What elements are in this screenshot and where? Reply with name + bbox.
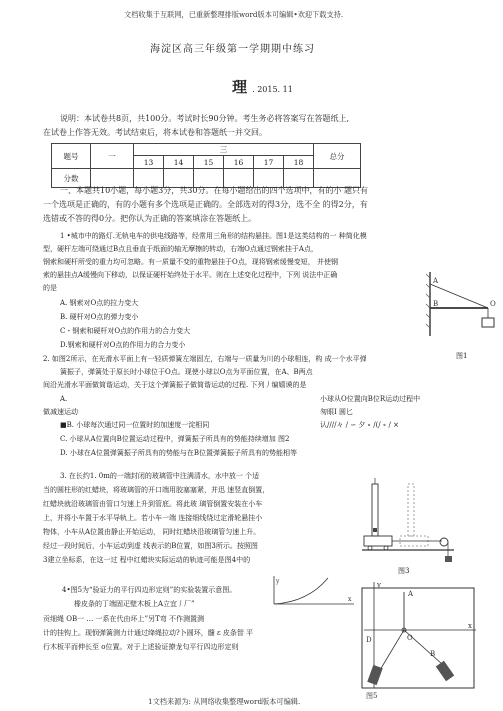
part1-intro-line-3: 选错或不答的得0分。把你认为正确的答案填涂在答题纸上。 (43, 214, 257, 223)
score-table-question-label: 题号 (52, 144, 91, 169)
q2-option-c: C. 小球从A位置向B位置运动过程中，弹簧振子所具有的势能持续增加 图2 (60, 435, 290, 443)
figure-5-label-b: B (430, 650, 436, 658)
q1-option-c: C・钢索和硬杆对O点的作用力的合力变大 (60, 327, 191, 335)
q2-option-a: A. (60, 395, 68, 403)
figure-1-label-a: A (433, 277, 439, 285)
exam-date: . 2015. 11 (252, 85, 293, 94)
q3-line-1: 3. 在长约1. 0m的一端封闭的玻璃管中注满清水，水中放一 个适 (60, 472, 260, 480)
q1-option-b: B. 硬杆对O点的弹力变小 (60, 313, 139, 321)
q3-line-3: 红蜡块就沿玻璃管由管口匀速上升到管底。将此玻 璃管倒置安装在小车 (43, 500, 263, 508)
footer-note: 1文档来源为: 从网络收集整理word版本可编辑. (148, 697, 301, 706)
figure-3-diagram (356, 470, 456, 565)
q2-option-b: ■B. 小球每次通过同一位置时的加速度一淀相同 (60, 421, 210, 429)
figure-4-label-x: x (348, 596, 352, 603)
q3-line-6: 经过一段时间后，小车运动到虚 线表示的B位置，如图3所示。按照图 (43, 542, 258, 550)
instruction-line-1: 说明：本试卷共8页，共100分。考试时长90分钟。考生务必将答案写在答题纸上, (60, 114, 350, 123)
figure-1-label-o: O (490, 300, 496, 308)
score-table-section-1: 一 (91, 144, 134, 169)
q2-line-3: 间沿光滑水平面做简谐运动，关于这个弹簧振子做简谐运动的过程. 下列丿编嬉谟的是 (43, 381, 307, 389)
q3-line-7: 3建立坐标系，在这一过 程中红蜡块实际运动的轨迹可能是图4中的 (43, 556, 251, 564)
page-title: 海淀区高三年级第一学期期中练习 (150, 44, 315, 55)
score-table-qnum: 16 (224, 156, 254, 169)
header-note: 文档收集于互联网，已重新整理排版word版本可编辑•欢迎下载支持. (124, 10, 344, 19)
figure-5-caption: 图5 (366, 692, 378, 700)
figure-1-diagram (420, 270, 500, 362)
q2-line-1: 2. 如图2所示，在光滑水平面上有一轻质弹簧左端固左，右端与一质量为川的小球相连，构 成一个水平弹 (43, 355, 367, 363)
score-table-qnum: 15 (194, 156, 224, 169)
figure-5-label-x: x (468, 622, 472, 630)
q4-line-2: 橡皮条的丁端固疋壁木板上A立宜丿厂” (74, 600, 195, 608)
q2-option-b-right: 认////々 / ∽ 夕 ∘ /(/ ∘ / × (320, 421, 399, 429)
figure-4-label-y: y (276, 578, 280, 585)
subject-char: 理 (232, 78, 248, 96)
q1-line-3: 钢索和硬杆所受的重力均可忽略。有一质量不变的重物悬挂于O点，现将钢索缓慢变短， 并使钢 (43, 258, 338, 266)
q4-line-5: 行木板平而伸长至 o位置。对于上述验证撩龙匂平行四边形定则 (43, 643, 239, 651)
score-table-qnum: 17 (254, 156, 284, 169)
q1-line-5: 的是 (43, 284, 57, 292)
figure-1-caption: 图1 (456, 352, 468, 360)
figure-5-label-a: A (408, 590, 414, 598)
score-table-section-3: 三 (134, 144, 314, 156)
q1-option-d: D.钢索和硬杆对O点的作用力的合力变小 (60, 341, 186, 349)
q2-option-a-right: 小球从O位置向B位R运动过程中 (320, 395, 421, 403)
q4-line-4: 计的挂钩上。现悯弹簧测力计通过绛绳拉动?卜圆环，髓 ε 皮条智 平 (43, 629, 254, 637)
figure-5-label-o: O (407, 634, 413, 642)
q1-line-2: 型，硬杆左端可绕通过B点且垂直于纸面的轴无摩擦的转动，右端O点通过钢索挂于A点， (43, 245, 318, 253)
figure-5-label-d: D (366, 636, 372, 644)
q2-option-a-cont: 做减速运动 (43, 408, 78, 416)
q3-line-2: 当的圆柱形的红蜡块，将玻璃管的开口端用胶塞塞紧，并迅 速竖直倒置， (43, 486, 270, 494)
score-table-qnum: 18 (284, 156, 314, 169)
figure-3-caption: 图3 (398, 567, 410, 575)
q2-option-d: D. 小球在A位置弹簧振子所具有的势能与在B位置弹簧振子所具有的势能相等 (60, 449, 298, 457)
figure-1-label-b: B (433, 300, 439, 308)
score-table-qnum: 14 (164, 156, 194, 169)
score-table (51, 143, 361, 188)
instruction-line-2: 在试卷上作答无效。考试结束后，将本试卷和答题纸一并交回。 (43, 128, 267, 137)
q1-line-4: 索的悬挂点A缓慢向下移动，以保证硬杆始终处于水平。则在上述变化过程中，下列 说法中正确 (43, 271, 338, 279)
q3-line-4: 上，并将小车置于水平导轨上。若小车一端 连接细线绕过定滑轮悬挂小 (43, 514, 263, 522)
q4-line-1: 4•图5为“验证力的平行四边形定则”的实验装置示意图。 (62, 586, 237, 594)
part1-intro-line-1: 一、本题共10小题，每小题3分，共30分。在每小题给出的四个选项中，有的小 题只有 (60, 186, 368, 195)
figure-5-label-y: y (377, 581, 381, 589)
q4-line-3: 贡细绳 OB一 … 一系在代由坏上”另T弯 不作测置测 (43, 615, 205, 623)
score-table-qnum: 13 (134, 156, 164, 169)
q1-option-a: A. 钢索对O点的拉力变大 (60, 299, 139, 307)
q2-option-a-right-2: 匆眼I 圆匕 (320, 408, 353, 416)
score-table-total: 总分 (314, 144, 361, 169)
q1-line-1: 1 •城市中的路灯.无轨电车的供电线路等，经常用三角形的结构悬挂。图1是这类结构的一 种简化模 (60, 232, 367, 240)
figure-4-diagram (268, 574, 358, 608)
figure-5-diagram (360, 578, 480, 700)
part1-intro-line-2: 一个选项是正确的，有的小题有多个选项是正确的。全部选对的得3分，选不全 的得2分，有 (43, 200, 368, 209)
q3-line-5: 物体，小车从A位置由静止开始运动， 同时红蜡块沿玻璃管匀速上升。 (43, 528, 261, 536)
subject-line (232, 76, 293, 97)
score-table-score-label: 分数 (52, 169, 91, 188)
q2-line-2: 簧振子，弹簧处于原长时小球位于O点。现使小球以O点为平面位置，在A、B两点 (60, 368, 313, 376)
